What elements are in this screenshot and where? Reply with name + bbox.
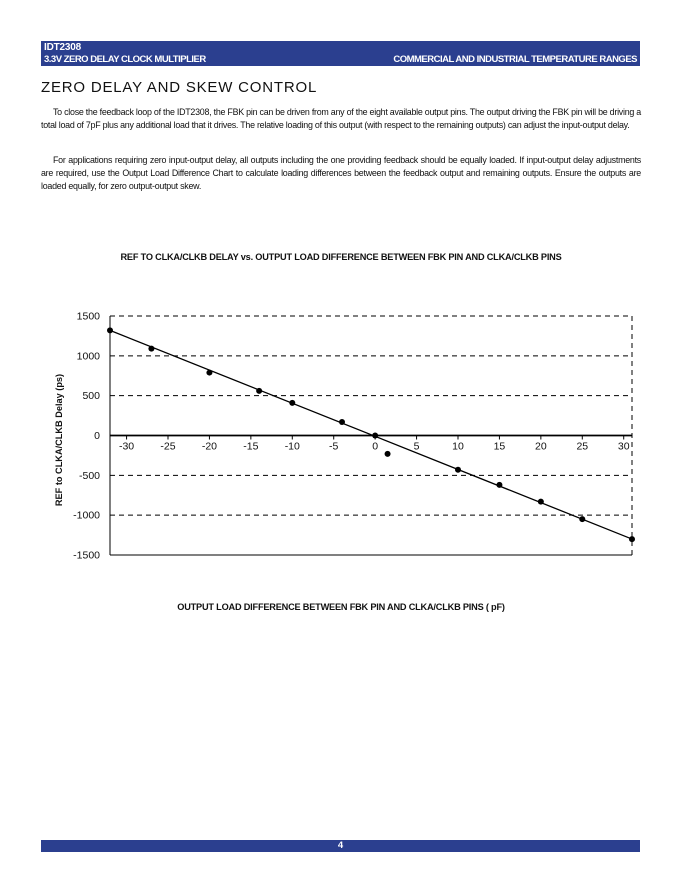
data-point — [496, 482, 502, 488]
x-tick-label: 20 — [535, 440, 547, 453]
x-tick-label: -10 — [284, 440, 300, 453]
data-point — [206, 370, 212, 376]
header-range: COMMERCIAL AND INDUSTRIAL TEMPERATURE RANGES — [393, 54, 637, 65]
y-tick-label: -500 — [78, 469, 100, 482]
data-point — [339, 419, 345, 425]
y-tick-label: 1000 — [76, 350, 100, 363]
x-tick-label: -20 — [201, 440, 218, 453]
y-tick-label: -1500 — [73, 549, 100, 562]
x-tick-label: 15 — [493, 440, 506, 453]
y-axis-title: REF to CLKA/CLKB Delay (ps) — [54, 373, 64, 507]
x-tick-label: 5 — [413, 440, 420, 453]
x-tick-label: -5 — [329, 440, 339, 453]
data-point — [385, 451, 391, 457]
data-point — [579, 516, 585, 522]
x-tick-label: 0 — [372, 440, 379, 453]
data-point — [538, 499, 544, 505]
y-tick-label: -1000 — [73, 509, 100, 522]
paragraph-1: To close the feedback loop of the IDT2308, the FBK pin can be driven from any of the eight available output pins. The output driving the FBK pin will be driving a total load of 7pF plus any additional load that it drives. The relative loading of this output (with respect to the remaining outputs) can adjust the input-output delay. — [41, 107, 641, 130]
x-tick-label: -15 — [243, 440, 259, 453]
header-product: 3.3V ZERO DELAY CLOCK MULTIPLIER — [44, 54, 206, 65]
y-tick-label: 0 — [94, 430, 100, 442]
x-tick-label: -30 — [118, 440, 135, 453]
data-point — [455, 467, 461, 473]
page-number: 4 — [337, 840, 344, 851]
chart-title: REF TO CLKA/CLKB DELAY vs. OUTPUT LOAD DIFFERENCE BETWEEN FBK PIN AND CLKA/CLKB PINS — [120, 252, 562, 262]
y-tick-label: 1500 — [76, 310, 100, 323]
header-model: IDT2308 — [44, 42, 81, 53]
x-tick-label: 25 — [576, 440, 589, 453]
data-point — [107, 327, 113, 333]
data-point — [629, 536, 635, 542]
y-tick-label: 500 — [82, 390, 100, 403]
x-axis-title: OUTPUT LOAD DIFFERENCE BETWEEN FBK PIN AND CLKA/CLKB PINS ( pF) — [177, 602, 505, 612]
x-tick-label: 30 — [617, 440, 630, 453]
section-title: ZERO DELAY AND SKEW CONTROL — [41, 79, 318, 96]
footer-bar — [41, 840, 640, 852]
data-point — [372, 433, 378, 439]
paragraph-2: For applications requiring zero input-output delay, all outputs including the one providing feedback should be equally loaded. If input-output delay adjustments are required, use the Output Load Difference Chart to calculate loading differences between the feedback output and remaining outputs. Ensure the outputs are loaded equally, for zero output-output skew. — [41, 155, 641, 191]
data-point — [256, 388, 262, 394]
x-tick-label: 10 — [452, 440, 464, 453]
data-point — [148, 346, 154, 352]
data-point — [289, 400, 295, 406]
x-tick-label: -25 — [160, 440, 176, 453]
